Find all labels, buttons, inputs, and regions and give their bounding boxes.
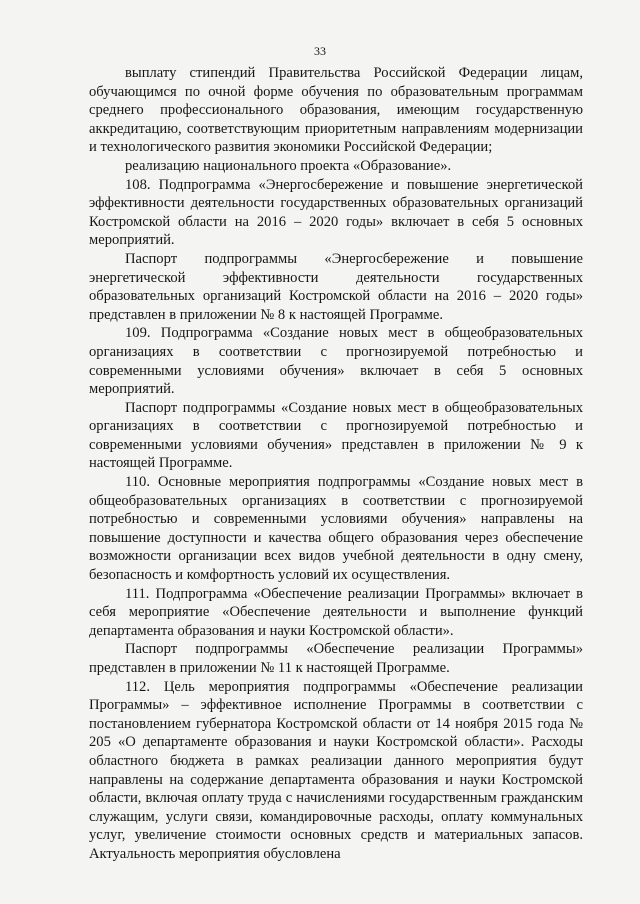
- paragraph: Паспорт подпрограммы «Обеспечение реализации Программы» представлен в приложении № 11 к настоящей Программе.: [89, 641, 583, 676]
- paragraph: выплату стипендий Правительства Российской Федерации лицам, обучающимся по очной форме обучения по образовательным программам среднего профессионального образования, имеющим государственную аккредитацию, соответствующим приоритетным направлениям модернизации и технологического развития экономики Российской Федерации;: [89, 65, 583, 156]
- paragraph-110: 110. Основные мероприятия подпрограммы «Создание новых мест в общеобразовательных организациях в соответствии с прогнозируемой потребностью и современными условиями обучения» направлены на повышение доступности и качества общего образования через обеспечение возможности организации всех видов учебной деятельности в одну смену, безопасность и комфортность условий их осуществления.: [89, 474, 583, 584]
- paragraph-112: 112. Цель мероприятия подпрограммы «Обеспечение реализации Программы» – эффективное исполнение Программы в соответствии с постановлением губернатора Костромской области от 14 ноября 2015 года № 205 «О департаменте образования и науки Костромской области». Расходы областного бюджета в рамках реализации данного мероприятия будут направлены на содержание департамента образования и науки Костромской области, включая оплату труда с начислениями государственным гражданским служащим, услуги связи, командировочные расходы, оплату коммунальных услуг, увеличение стоимости основных средств и материальных запасов. Актуальность мероприятия обусловлена: [89, 678, 583, 862]
- paragraph: Паспорт подпрограммы «Энергосбережение и повышение энергетической эффективности деятельности государственных образовательных организаций Костромской области на 2016 – 2020 годы» представлен в приложении № 8 к настоящей Программе.: [89, 250, 583, 323]
- page-number: 33: [314, 44, 326, 58]
- paragraph: реализацию национального проекта «Образование».: [125, 157, 452, 174]
- paragraph-111: 111. Подпрограмма «Обеспечение реализации Программы» включает в себя мероприятие «Обеспечение деятельности и выполнение функций департамента образования и науки Костромской области».: [89, 585, 583, 639]
- paragraph-109: 109. Подпрограмма «Создание новых мест в общеобразовательных организациях в соответствии с прогнозируемой потребностью и современными условиями обучения» включает в себя 5 основных мероприятий.: [89, 325, 583, 398]
- body-text: [89, 64, 583, 864]
- paragraph-108: 108. Подпрограмма «Энергосбережение и повышение энергетической эффективности деятельности государственных образовательных организаций Костромской области на 2016 – 2020 годы» включает в себя 5 основных мероприятий.: [89, 176, 583, 249]
- paragraph: Паспорт подпрограммы «Создание новых мест в общеобразовательных организациях в соответствии с прогнозируемой потребностью и современными условиями обучения» представлен в приложении № 9 к настоящей Программе.: [89, 399, 583, 472]
